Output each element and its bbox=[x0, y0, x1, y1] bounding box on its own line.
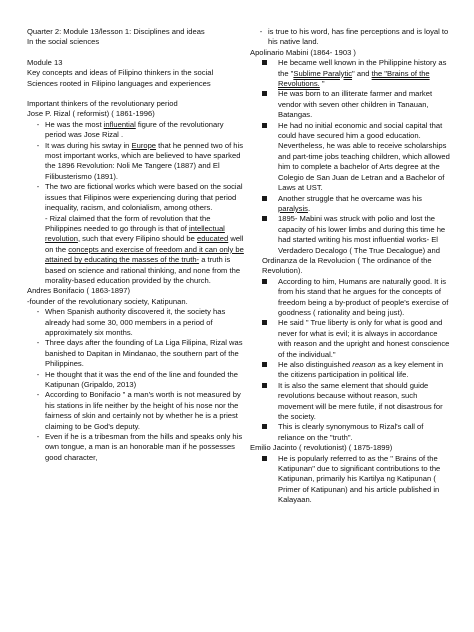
continuation-list bbox=[250, 27, 450, 48]
list-item: - is true to his word, has fine perceptions and is loyal to his native land. bbox=[259, 27, 449, 47]
list-item: - It was during his swtay in Europe that he penned two of his most important works, which are believed to have sparked the 1896 Revolution: Noli Me Tangere (1887) and El Filibusterismo (1891). bbox=[36, 140, 243, 181]
list-item: - According to Bonifacio " a man's worth is not measured by his stations in life neither by the height of his nose nor the fairness of skin and certainly not by whether he is a priest claiming to be God's deputy. bbox=[36, 390, 241, 431]
bonifacio-name: Andres Bonifacio ( 1863-1897) bbox=[27, 286, 131, 296]
mabini-name: Apolinario Mabini (1864- 1903 ) bbox=[250, 47, 356, 57]
list-item: Another struggle that he overcame was his paralysis. bbox=[250, 194, 450, 215]
list-item: He said " True liberty is only for what is good and never for what is evil; it is always in accordance with reason and the upright and honest conscience of the individual." bbox=[250, 318, 450, 360]
list-item: He was born to an illiterate farmer and market vendor with seven other children in Tanauan, Batangas. bbox=[250, 89, 450, 120]
list-item: - The two are fictional works which were based on the social issues that Filipinos were experiencing during that period inequality, racism, and colonialism, among others. bbox=[36, 182, 243, 213]
header-line-1: Quarter 2: Module 13/lesson 1: Disciplines and ideas bbox=[27, 27, 205, 36]
jacinto-name: Emilio Jacinto ( revolutionist) ( 1875-1899) bbox=[250, 443, 393, 453]
left-column bbox=[27, 27, 245, 463]
list-item: He also distinguished reason as a key element in the citizens participation in political life. bbox=[250, 360, 450, 381]
list-item: This is clearly synonymous to Rizal's call of reliance on the "truth". bbox=[250, 422, 450, 443]
list-item: According to him, Humans are naturally good. It is from his stand that he argues for the concepts of freedom being a by-product of people's exercise of goodness ( rationality and being just). bbox=[250, 277, 450, 319]
list-item: - Even if he is a tribesman from the hills and speaks only his own tongue, a man is an honorable man if he possesses good character, bbox=[36, 432, 243, 462]
list-item: He had no initial economic and social capital that could have secured him a good education. Nevertheless, he was able to receive scholarships and part-time jobs teaching children, which allowed him to complete a bachelor of Arts degree at the Colegio de San Juan de Letran and a Bachelor of Laws at UST. bbox=[250, 121, 450, 194]
module-title: Module 13 bbox=[27, 57, 63, 67]
ordinanza-line: Ordinanza de la Revolucion ( The ordinance of the Revolution). bbox=[262, 255, 432, 276]
ordinanza-list bbox=[250, 277, 450, 444]
list-item: - Rizal claimed that the form of revolution that the Philippines needed to go through is that of intellectual revolution, such that every Filipino should be educated well on the concepts and exercise of freedom and it can only be attained by educating the masses of the truth- a truth is based on science and rational thinking, and none from the morality-based education provided by the church. bbox=[45, 213, 244, 285]
header-line-2: In the social sciences bbox=[27, 37, 100, 47]
rizal-list bbox=[27, 120, 245, 287]
jacinto-list bbox=[250, 454, 450, 506]
thinkers-heading: Important thinkers of the revolutionary period bbox=[27, 99, 178, 109]
bonifacio-list bbox=[27, 307, 245, 463]
module-description: Key concepts and ideas of Filipino thinkers in the social Sciences rooted in Filipino languages and experiences bbox=[27, 68, 214, 88]
list-item: - When Spanish authority discovered it, the society has already had some 30, 000 members in a period of approximately six months. bbox=[36, 307, 226, 337]
list-item: 1895- Mabini was struck with polio and lost the capacity of his lower limbs and during this time he had started writing his most influential works- El Verdadero Decalogo ( The True Decalogue) and bbox=[250, 214, 450, 256]
list-item: - He was the most influential figure of the revolutionary period was Jose Rizal . bbox=[36, 119, 224, 140]
list-item: He is popularly referred to as the " Brains of the Katipunan" due to significant contributions to the Katipunan, primarily his Kartilya ng Katipunan ( Primer of Katipunan) and his article published in Kalayaan. bbox=[250, 454, 450, 506]
list-item: It is also the same element that should guide revolutions because without reason, such movement will be mere futile, if not disastrous for the society. bbox=[250, 381, 450, 423]
right-column bbox=[250, 27, 450, 506]
list-item: - He thought that it was the end of the line and founded the Katipunan (Gripaldo, 2013) bbox=[36, 369, 238, 389]
rizal-name: Jose P. Rizal ( reformist) ( 1861-1996) bbox=[27, 109, 155, 119]
mabini-list bbox=[250, 58, 450, 256]
list-item: - Three days after the founding of La Liga Filipina, Rizal was banished to Dapitan in Mindanao, the southern part of the Philippines. bbox=[36, 338, 243, 369]
bonifacio-role: -founder of the revolutionary society, Katipunan. bbox=[27, 296, 188, 306]
list-item: He became well known in the Philippine history as the "Sublime Paralytic" and the "Brains of the Revolutions. " bbox=[250, 58, 450, 89]
